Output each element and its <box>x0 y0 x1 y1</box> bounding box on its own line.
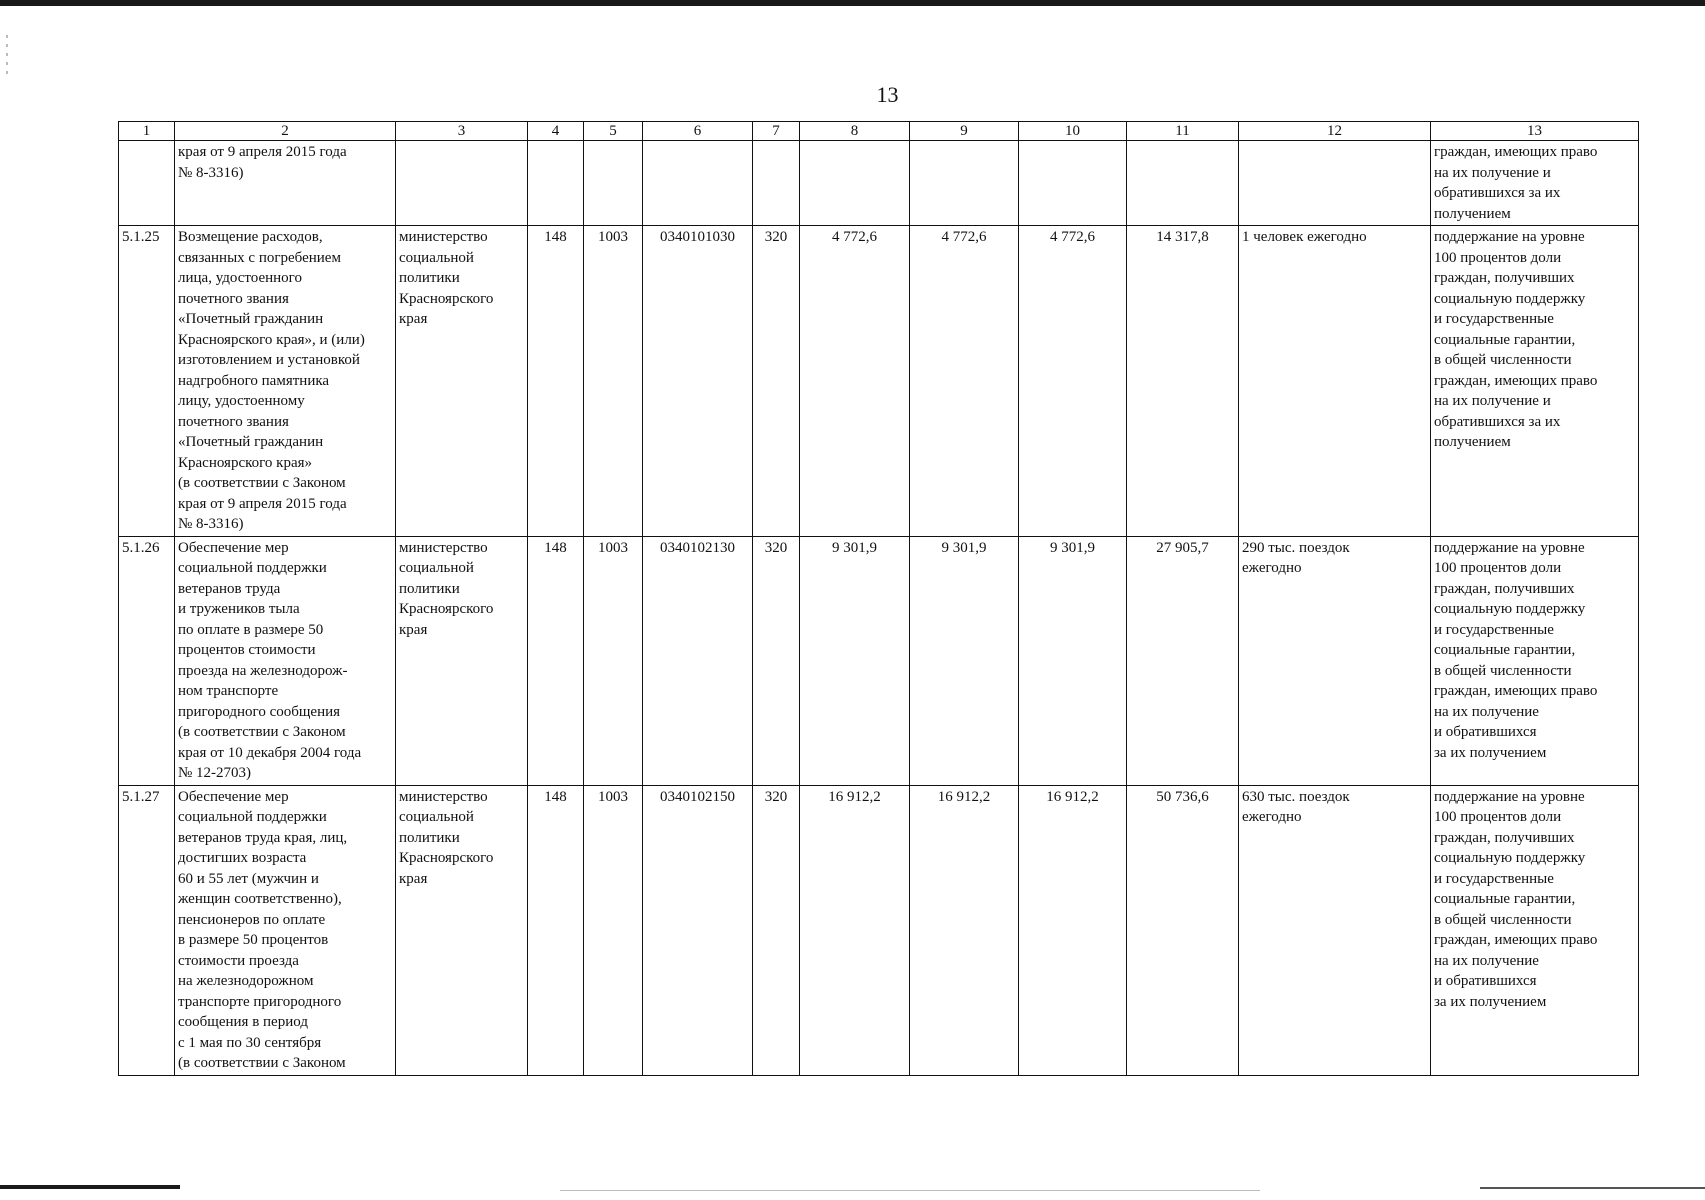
empty-cell <box>643 141 753 226</box>
empty-cell <box>119 141 175 226</box>
continuation-name-cell: края от 9 апреля 2015 года № 8-3316) <box>175 141 396 226</box>
amount-total: 14 317,8 <box>1127 226 1239 537</box>
measure-name: Обеспечение мер социальной поддержки ветеранов труда края, лиц, достигших возраста 60 и 55 лет (мужчин и женщин соответственно), пенсионеров по оплате в размере 50 процентов стоимости проезда на железнодорожном транспорте пригородного сообщения в период с 1 мая по 30 сентября (в соответствии с Законом <box>175 785 396 1075</box>
amount-year-3: 16 912,2 <box>1019 785 1127 1075</box>
column-number: 13 <box>1431 122 1639 141</box>
grbs-code: 148 <box>528 226 584 537</box>
expense-type-code: 320 <box>753 226 800 537</box>
column-number: 8 <box>800 122 910 141</box>
executor: министерство социальной политики Красноярского края <box>396 785 528 1075</box>
empty-cell <box>584 141 643 226</box>
column-number: 9 <box>910 122 1019 141</box>
section-code: 1003 <box>584 785 643 1075</box>
section-code: 1003 <box>584 226 643 537</box>
amount-total: 27 905,7 <box>1127 536 1239 785</box>
column-number: 3 <box>396 122 528 141</box>
amount-total: 50 736,6 <box>1127 785 1239 1075</box>
column-number: 11 <box>1127 122 1239 141</box>
expense-type-code: 320 <box>753 785 800 1075</box>
empty-cell <box>800 141 910 226</box>
empty-cell <box>910 141 1019 226</box>
column-number: 6 <box>643 122 753 141</box>
scan-bottom-edge <box>1480 1187 1705 1189</box>
target-article-code: 0340102150 <box>643 785 753 1075</box>
expected-result: 630 тыс. поездок ежегодно <box>1239 785 1431 1075</box>
executor: министерство социальной политики Красноярского края <box>396 536 528 785</box>
executor: министерство социальной политики Красноярского края <box>396 226 528 537</box>
empty-cell <box>1019 141 1127 226</box>
amount-year-1: 9 301,9 <box>800 536 910 785</box>
column-number: 10 <box>1019 122 1127 141</box>
column-numbers-row <box>119 122 1639 141</box>
amount-year-1: 16 912,2 <box>800 785 910 1075</box>
row-number: 5.1.26 <box>119 536 175 785</box>
amount-year-3: 9 301,9 <box>1019 536 1127 785</box>
scan-bottom-border <box>0 1185 180 1189</box>
column-number: 7 <box>753 122 800 141</box>
amount-year-2: 16 912,2 <box>910 785 1019 1075</box>
page-number: 13 <box>876 82 899 107</box>
empty-cell <box>528 141 584 226</box>
target-article-code: 0340101030 <box>643 226 753 537</box>
budget-table <box>118 121 1639 1076</box>
target-article-code: 0340102130 <box>643 536 753 785</box>
empty-cell <box>1239 141 1431 226</box>
expected-result: 1 человек ежегодно <box>1239 226 1431 537</box>
measure-name: Обеспечение мер социальной поддержки ветеранов труда и тружеников тыла по оплате в размере 50 процентов стоимости проезда на железнодорож- ном транспорте пригородного сообщения (в соответствии с Законом края от 10 декабря 2004 года № 12-2703) <box>175 536 396 785</box>
amount-year-3: 4 772,6 <box>1019 226 1127 537</box>
expected-result: 290 тыс. поездок ежегодно <box>1239 536 1431 785</box>
indicator-description: поддержание на уровне 100 процентов доли граждан, получивших социальную поддержку и государственные социальные гарантии, в общей численности граждан, имеющих право на их получение и обратившихся за их получением <box>1431 536 1639 785</box>
column-number: 4 <box>528 122 584 141</box>
expense-type-code: 320 <box>753 536 800 785</box>
table-row <box>119 536 1639 785</box>
continuation-result-cell: граждан, имеющих право на их получение и обратившихся за их получением <box>1431 141 1639 226</box>
column-number: 12 <box>1239 122 1431 141</box>
amount-year-2: 4 772,6 <box>910 226 1019 537</box>
amount-year-1: 4 772,6 <box>800 226 910 537</box>
grbs-code: 148 <box>528 785 584 1075</box>
amount-year-2: 9 301,9 <box>910 536 1019 785</box>
row-number: 5.1.25 <box>119 226 175 537</box>
scan-margin-marks <box>6 35 8 75</box>
table-row <box>119 785 1639 1075</box>
continuation-row <box>119 141 1639 226</box>
scan-bottom-line <box>560 1190 1260 1191</box>
empty-cell <box>753 141 800 226</box>
empty-cell <box>396 141 528 226</box>
column-number: 1 <box>119 122 175 141</box>
indicator-description: поддержание на уровне 100 процентов доли граждан, получивших социальную поддержку и государственные социальные гарантии, в общей численности граждан, имеющих право на их получение и обратившихся за их получением <box>1431 785 1639 1075</box>
table-row <box>119 226 1639 537</box>
indicator-description: поддержание на уровне 100 процентов доли граждан, получивших социальную поддержку и государственные социальные гарантии, в общей численности граждан, имеющих право на их получение и обратившихся за их получением <box>1431 226 1639 537</box>
empty-cell <box>1127 141 1239 226</box>
row-number: 5.1.27 <box>119 785 175 1075</box>
column-number: 5 <box>584 122 643 141</box>
column-number: 2 <box>175 122 396 141</box>
section-code: 1003 <box>584 536 643 785</box>
grbs-code: 148 <box>528 536 584 785</box>
scan-top-border <box>0 0 1705 6</box>
measure-name: Возмещение расходов, связанных с погребением лица, удостоенного почетного звания «Почетный гражданин Красноярского края», и (или) изготовлением и установкой надгробного памятника лицу, удостоенному почетного звания «Почетный гражданин Красноярского края» (в соответствии с Законом края от 9 апреля 2015 года № 8-3316) <box>175 226 396 537</box>
